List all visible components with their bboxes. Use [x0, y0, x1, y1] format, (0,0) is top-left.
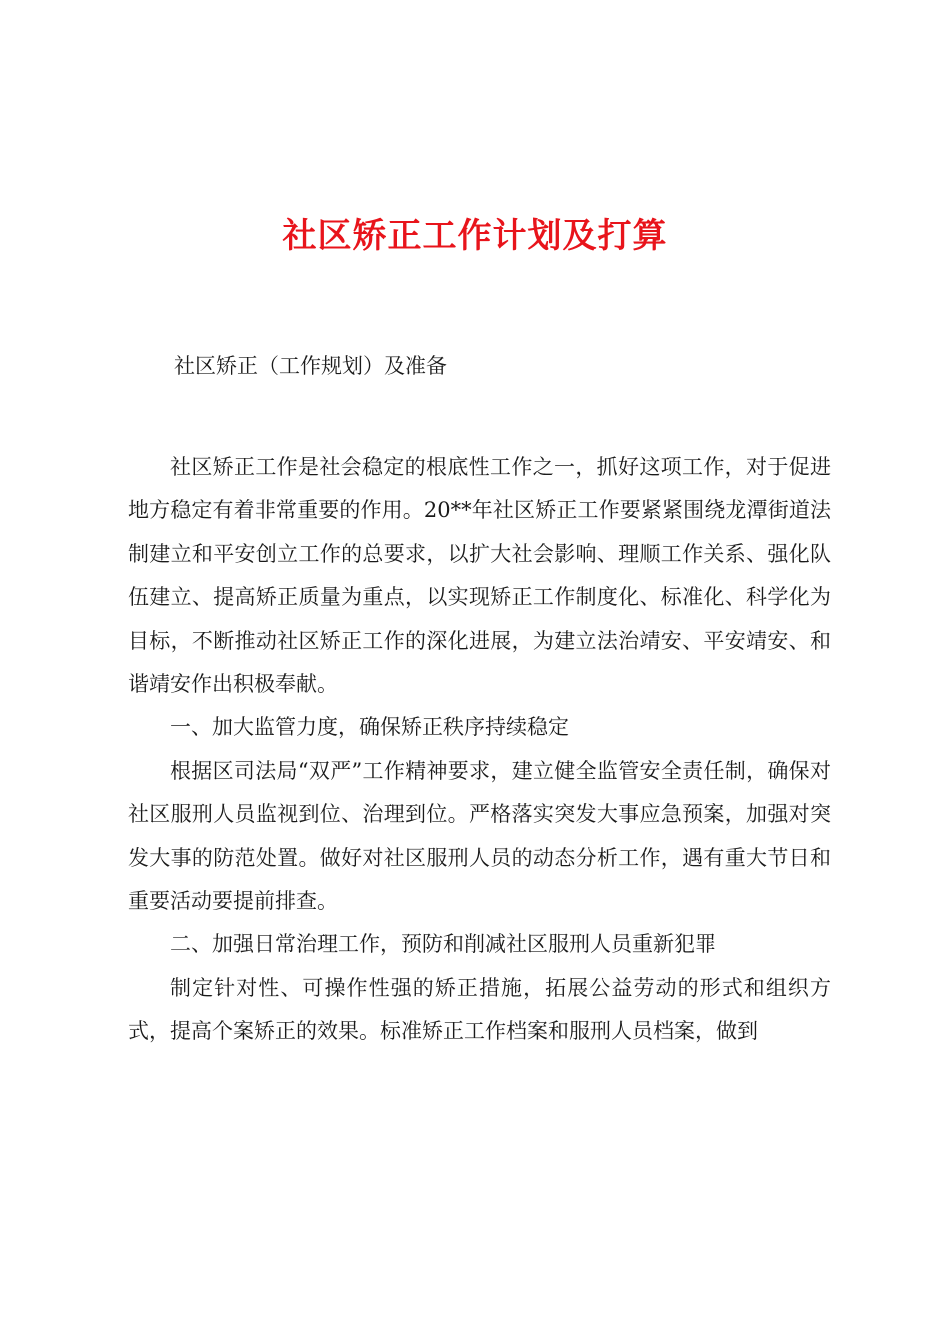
paragraph-section-1: 根据区司法局“双严”工作精神要求，建立健全监管安全责任制，确保对社区服刑人员监视到位、治理到位。严格落实突发大事应急预案，加强对突发大事的防范处置。做好对社区服刑人员的动态分析工作，遇有重大节日和重要活动要提前排查。	[128, 758, 831, 914]
document-title: 社区矫正工作计划及打算	[282, 216, 668, 256]
paragraph-intro: 社区矫正工作是社会稳定的根底性工作之一，抓好这项工作，对于促进地方稳定有着非常重要的作用。20**年社区矫正工作要紧紧围绕龙潭街道法制建立和平安创立工作的总要求，以扩大社会影响、理顺工作关系、强化队伍建立、提高矫正质量为重点，以实现矫正工作制度化、标准化、科学化为目标，不断推动社区矫正工作的深化进展，为建立法治靖安、平安靖安、和谐靖安作出积极奉献。	[128, 455, 831, 697]
section-heading-2: 二、加强日常治理工作，预防和削减社区服刑人员重新犯罪	[170, 932, 716, 957]
document-subtitle: 社区矫正（工作规划）及准备	[174, 354, 447, 378]
document-body	[128, 446, 831, 1054]
paragraph-section-2: 制定针对性、可操作性强的矫正措施，拓展公益劳动的形式和组织方式，提高个案矫正的效果。标准矫正工作档案和服刑人员档案，做到	[128, 975, 831, 1044]
section-heading-1: 一、加大监管力度，确保矫正秩序持续稳定	[170, 715, 569, 740]
